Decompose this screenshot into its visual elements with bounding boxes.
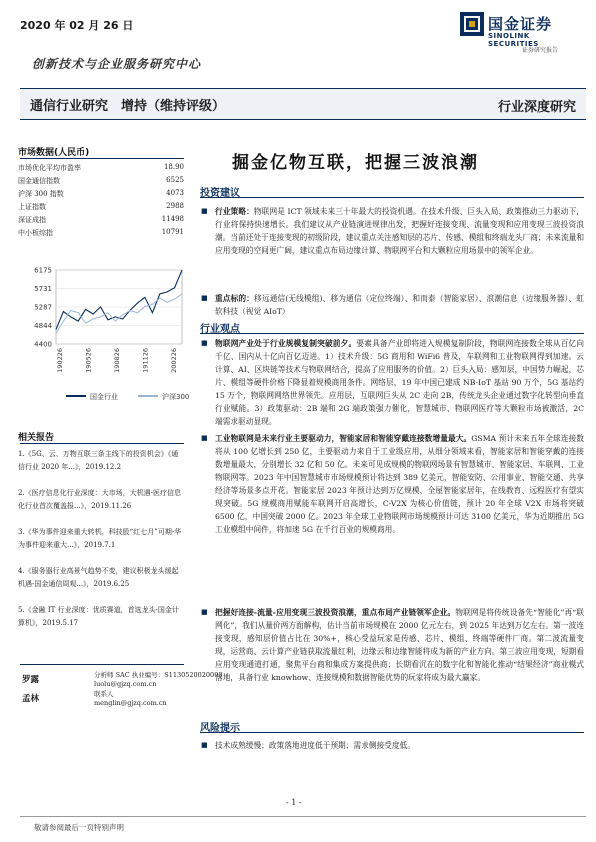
author-role: 分析师 SAC 执业编号：S1130520020003 bbox=[94, 671, 223, 679]
paragraph bbox=[215, 337, 584, 428]
company-logo bbox=[460, 12, 582, 58]
chart-svg bbox=[14, 262, 190, 412]
market-data-label: 深证成指 bbox=[18, 216, 46, 224]
market-data-title: 市场数据(人民币) bbox=[18, 148, 90, 158]
bullet-icon: ■ bbox=[201, 207, 208, 215]
footer-text: 敬请参阅最后一页特别声明 bbox=[34, 823, 124, 832]
logo-sub-text: 证券研究报告 bbox=[522, 47, 559, 54]
market-data-label: 市场优化平均市盈率 bbox=[18, 164, 81, 172]
market-data-value: 6525 bbox=[166, 176, 184, 184]
report-title: 掘金亿物互联，把握三波浪潮 bbox=[232, 153, 479, 173]
paragraph-text: 物联网是将传统设备先“智能化”再“联网化”，我们从量价两方面解构，估计当前市场规模在 2000 亿元左右，到 2025 年达到万亿左右。第一波连接变现，感知层价值占比在 30%+，核心受益玩家是传感、芯片、模组、终端等硬件厂商。第二波流量变现，运营商、云计算产业链获取流量红利，边缘云和边缘智能将成为新的产业方向。第三波应用变现，短期看应用变现通道打通，聚焦平台商和集成方案提供商；长期看沉在的数字化和智能化推动“结果经济”商业模式落地，具备行业 knowhow、连接规模和数据智能优势的玩家将成为最大赢家。 bbox=[215, 608, 585, 682]
bullet-icon: ■ bbox=[201, 608, 208, 616]
research-center: 创新技术与企业服务研究中心 bbox=[32, 57, 202, 71]
related-report-item[interactable]: 3.《华为事件迎来重大转机，科技股“红七月”可期-华为事件迎来重大...》，2019.7.1 bbox=[18, 528, 182, 549]
paragraph bbox=[215, 432, 584, 536]
logo-mark-icon bbox=[460, 12, 484, 36]
index-chart bbox=[14, 262, 190, 412]
bullet-icon: ■ bbox=[201, 434, 208, 442]
paragraph bbox=[215, 292, 584, 318]
author-email[interactable]: menglin@gjzq.com.cn bbox=[94, 699, 167, 707]
paragraph bbox=[215, 606, 584, 684]
page-number: - 1 - bbox=[286, 798, 302, 807]
y-tick-label: 6175 bbox=[34, 266, 52, 275]
paragraph-text: 物联网是 ICT 领域未来三十年最大的投资机遇。在技术升级、巨头入局、政策推动三力驱动下，行业将保持快速增长。我们建议从产业链演进规律出发，把握好连接变现、流量变现和应用变现三波投资浪潮。当前还处于连接变现的初级阶段，建议重点关注感知层的芯片、传感、模组和终端龙头厂商；未来流量和应用变现的空间更广阔，建议重点布局边缘计算、物联网平台和大颗粒应用场景中的领军企业。 bbox=[215, 207, 585, 255]
market-data-label: 中小板综指 bbox=[18, 229, 53, 237]
x-tick-label: 191126 bbox=[141, 348, 150, 373]
market-data-value: 18.90 bbox=[163, 163, 184, 171]
market-data-value: 2988 bbox=[166, 202, 184, 210]
divider bbox=[20, 158, 184, 159]
divider bbox=[200, 333, 584, 334]
market-data-label: 上证指数 bbox=[18, 203, 46, 211]
paragraph-label: 重点标的： bbox=[215, 294, 255, 303]
author-name: 孟林 bbox=[22, 694, 40, 704]
x-tick-label: 190826 bbox=[113, 348, 121, 373]
market-data-value: 4073 bbox=[166, 189, 184, 197]
section-heading: 风险提示 bbox=[200, 723, 240, 734]
legend-label: 国金行业 bbox=[90, 393, 118, 401]
paragraph-label: 行业策略： bbox=[215, 207, 254, 216]
market-data-value: 11498 bbox=[161, 215, 184, 223]
author-detail bbox=[94, 671, 222, 689]
market-data-row bbox=[18, 176, 184, 189]
logo-cn-text: 国金证券 bbox=[488, 15, 553, 33]
divider bbox=[20, 443, 184, 444]
author-role: 联系人 bbox=[94, 690, 114, 698]
section-heading: 行业观点 bbox=[200, 324, 240, 335]
y-tick-label: 5287 bbox=[34, 303, 52, 312]
paragraph-text: GSMA 预计未来五年全球连接数将从 100 亿增长到 250 亿，主要驱动力来自于工业级应用，从细分领域来看，智能家居和智能穿戴的连接数增量最大，分别增长 32 亿和 50 亿。未来可见成规模的物联网场景有智慧城市、智能家居、车联网、工业物联网等。2023 年中国智慧城市市场规模预计将达到 389 亿美元，智能安防、公用事业、智能交通、共享经济等场景多点开花。智能家居 2023 年预计达到万亿规模，全屋智能家居年，在线教育、远程医疗有望实现突破。5G 规模商用赋能车联网开启高增长，C-V2X 为核心价值链，预计 20 年全球 V2X 市场将突破 6500 亿，中国突破 2000 亿。2023 年全球工业物联网市场规模预计可达 3100 亿美元，华为近期推出 5G 工业模组中间件，将加速 5G 在千行百业的规模商用。 bbox=[215, 434, 584, 534]
related-report-item[interactable]: 4.《服务器行业高景气趋势不变，建议积极龙头缓起机遇-国金通信周观...》，2019.6.25 bbox=[18, 567, 179, 588]
market-data-label: 国金通信指数 bbox=[18, 177, 60, 185]
author-detail bbox=[94, 690, 167, 708]
market-data-row bbox=[18, 202, 184, 215]
divider bbox=[200, 732, 584, 733]
bullet-icon: ■ bbox=[201, 741, 208, 749]
market-data-label: 沪深 300 指数 bbox=[18, 190, 64, 198]
market-data-value: 10791 bbox=[161, 228, 184, 236]
related-report-item[interactable]: 2.《医疗信息化行业深度：大市场，大机遇-医疗信息化行业首次覆盖报...》，2019.11.26 bbox=[18, 489, 182, 510]
market-data-row bbox=[18, 189, 184, 202]
industry-rating: 通信行业研究 增持（维持评级） bbox=[30, 99, 226, 114]
related-report-item[interactable]: 1.《5G、云、万物互联三条主线下的投资机会》《通信行业 2020 年...》，2019.12.2 bbox=[18, 450, 179, 471]
report-type: 行业深度研究 bbox=[497, 100, 576, 115]
paragraph: 技术成熟缓慢；政策落地进度低于预期；需求侧接受度低。 bbox=[215, 741, 415, 750]
y-tick-label: 5731 bbox=[34, 285, 52, 294]
report-date: 2020 年 02 月 26 日 bbox=[20, 19, 134, 32]
series-line-1 bbox=[56, 294, 182, 334]
market-data-row bbox=[18, 215, 184, 228]
divider bbox=[20, 664, 184, 665]
market-data-row bbox=[18, 163, 184, 176]
author-email[interactable]: luolu@gjzq.com.cn bbox=[94, 680, 157, 688]
legend-label: 沪深300 bbox=[162, 393, 190, 401]
footer-divider bbox=[20, 816, 586, 817]
paragraph-label: 把握好连接-流量-应用变现三波投资浪潮，重点布局产业链领军企业。 bbox=[215, 608, 456, 617]
divider bbox=[200, 197, 584, 198]
paragraph-text: 要素具备产业即将进入规模复制阶段，物联网连接数全球从百亿向千亿、国内从十亿向百亿迈进。1）技术升级：5G 商用和 WiFi6 普及，车联网和工业物联网得到加速。云计算、AI、区块链等技术与物联网结合，提高了应用服务的价值。2）巨头入局：感知层，中国势力崛起，芯片、模组等硬件价格下降显着规模商用条件。网络层，19 年中国已建成 NB-IoT 基站 90 万个，5G 基站约 15 万个，物联网网络世界领先。应用层，互联网巨头从 2C 走向 2B，传统龙头企业通过数字化转型向垂直行业赋能。3）政策驱动：2B 端和 2G 端政策强力催化，智慧城市、物联网医疗等大颗粒市场被激活，2C 端需求驱动显现。 bbox=[215, 339, 584, 426]
x-tick-label: 190226 bbox=[56, 348, 64, 373]
paragraph-label: 物联网产业处于行业规模复制突破前夕。 bbox=[215, 339, 357, 348]
related-report-item[interactable]: 5.《金融 IT 行业深度：优质赛道，首选龙头-国金计算机》，2019.5.17 bbox=[18, 606, 179, 627]
bullet-icon: ■ bbox=[201, 339, 208, 347]
market-data-row bbox=[18, 228, 184, 241]
paragraph-text: 移远通信(无线模组)、移为通信（定位终端）、和而泰（智能家居）、浪潮信息（边缘服务器）、虹软科技（视觉 AIoT） bbox=[215, 294, 584, 316]
y-tick-label: 4844 bbox=[34, 321, 52, 330]
paragraph bbox=[215, 205, 584, 257]
bullet-icon: ■ bbox=[201, 294, 208, 302]
x-tick-label: 190526 bbox=[84, 348, 93, 373]
y-tick-label: 4400 bbox=[34, 340, 52, 349]
paragraph-label: 工业物联网是未来行业主要驱动力，智能家居和智能穿戴连接数增量最大。 bbox=[215, 434, 472, 443]
section-heading: 投资建议 bbox=[200, 188, 240, 199]
logo-en-text: SINOLINK SECURITIES bbox=[488, 32, 539, 48]
author-name: 罗露 bbox=[22, 675, 40, 685]
related-reports-title: 相关报告 bbox=[18, 433, 55, 443]
x-tick-label: 200226 bbox=[170, 348, 178, 373]
